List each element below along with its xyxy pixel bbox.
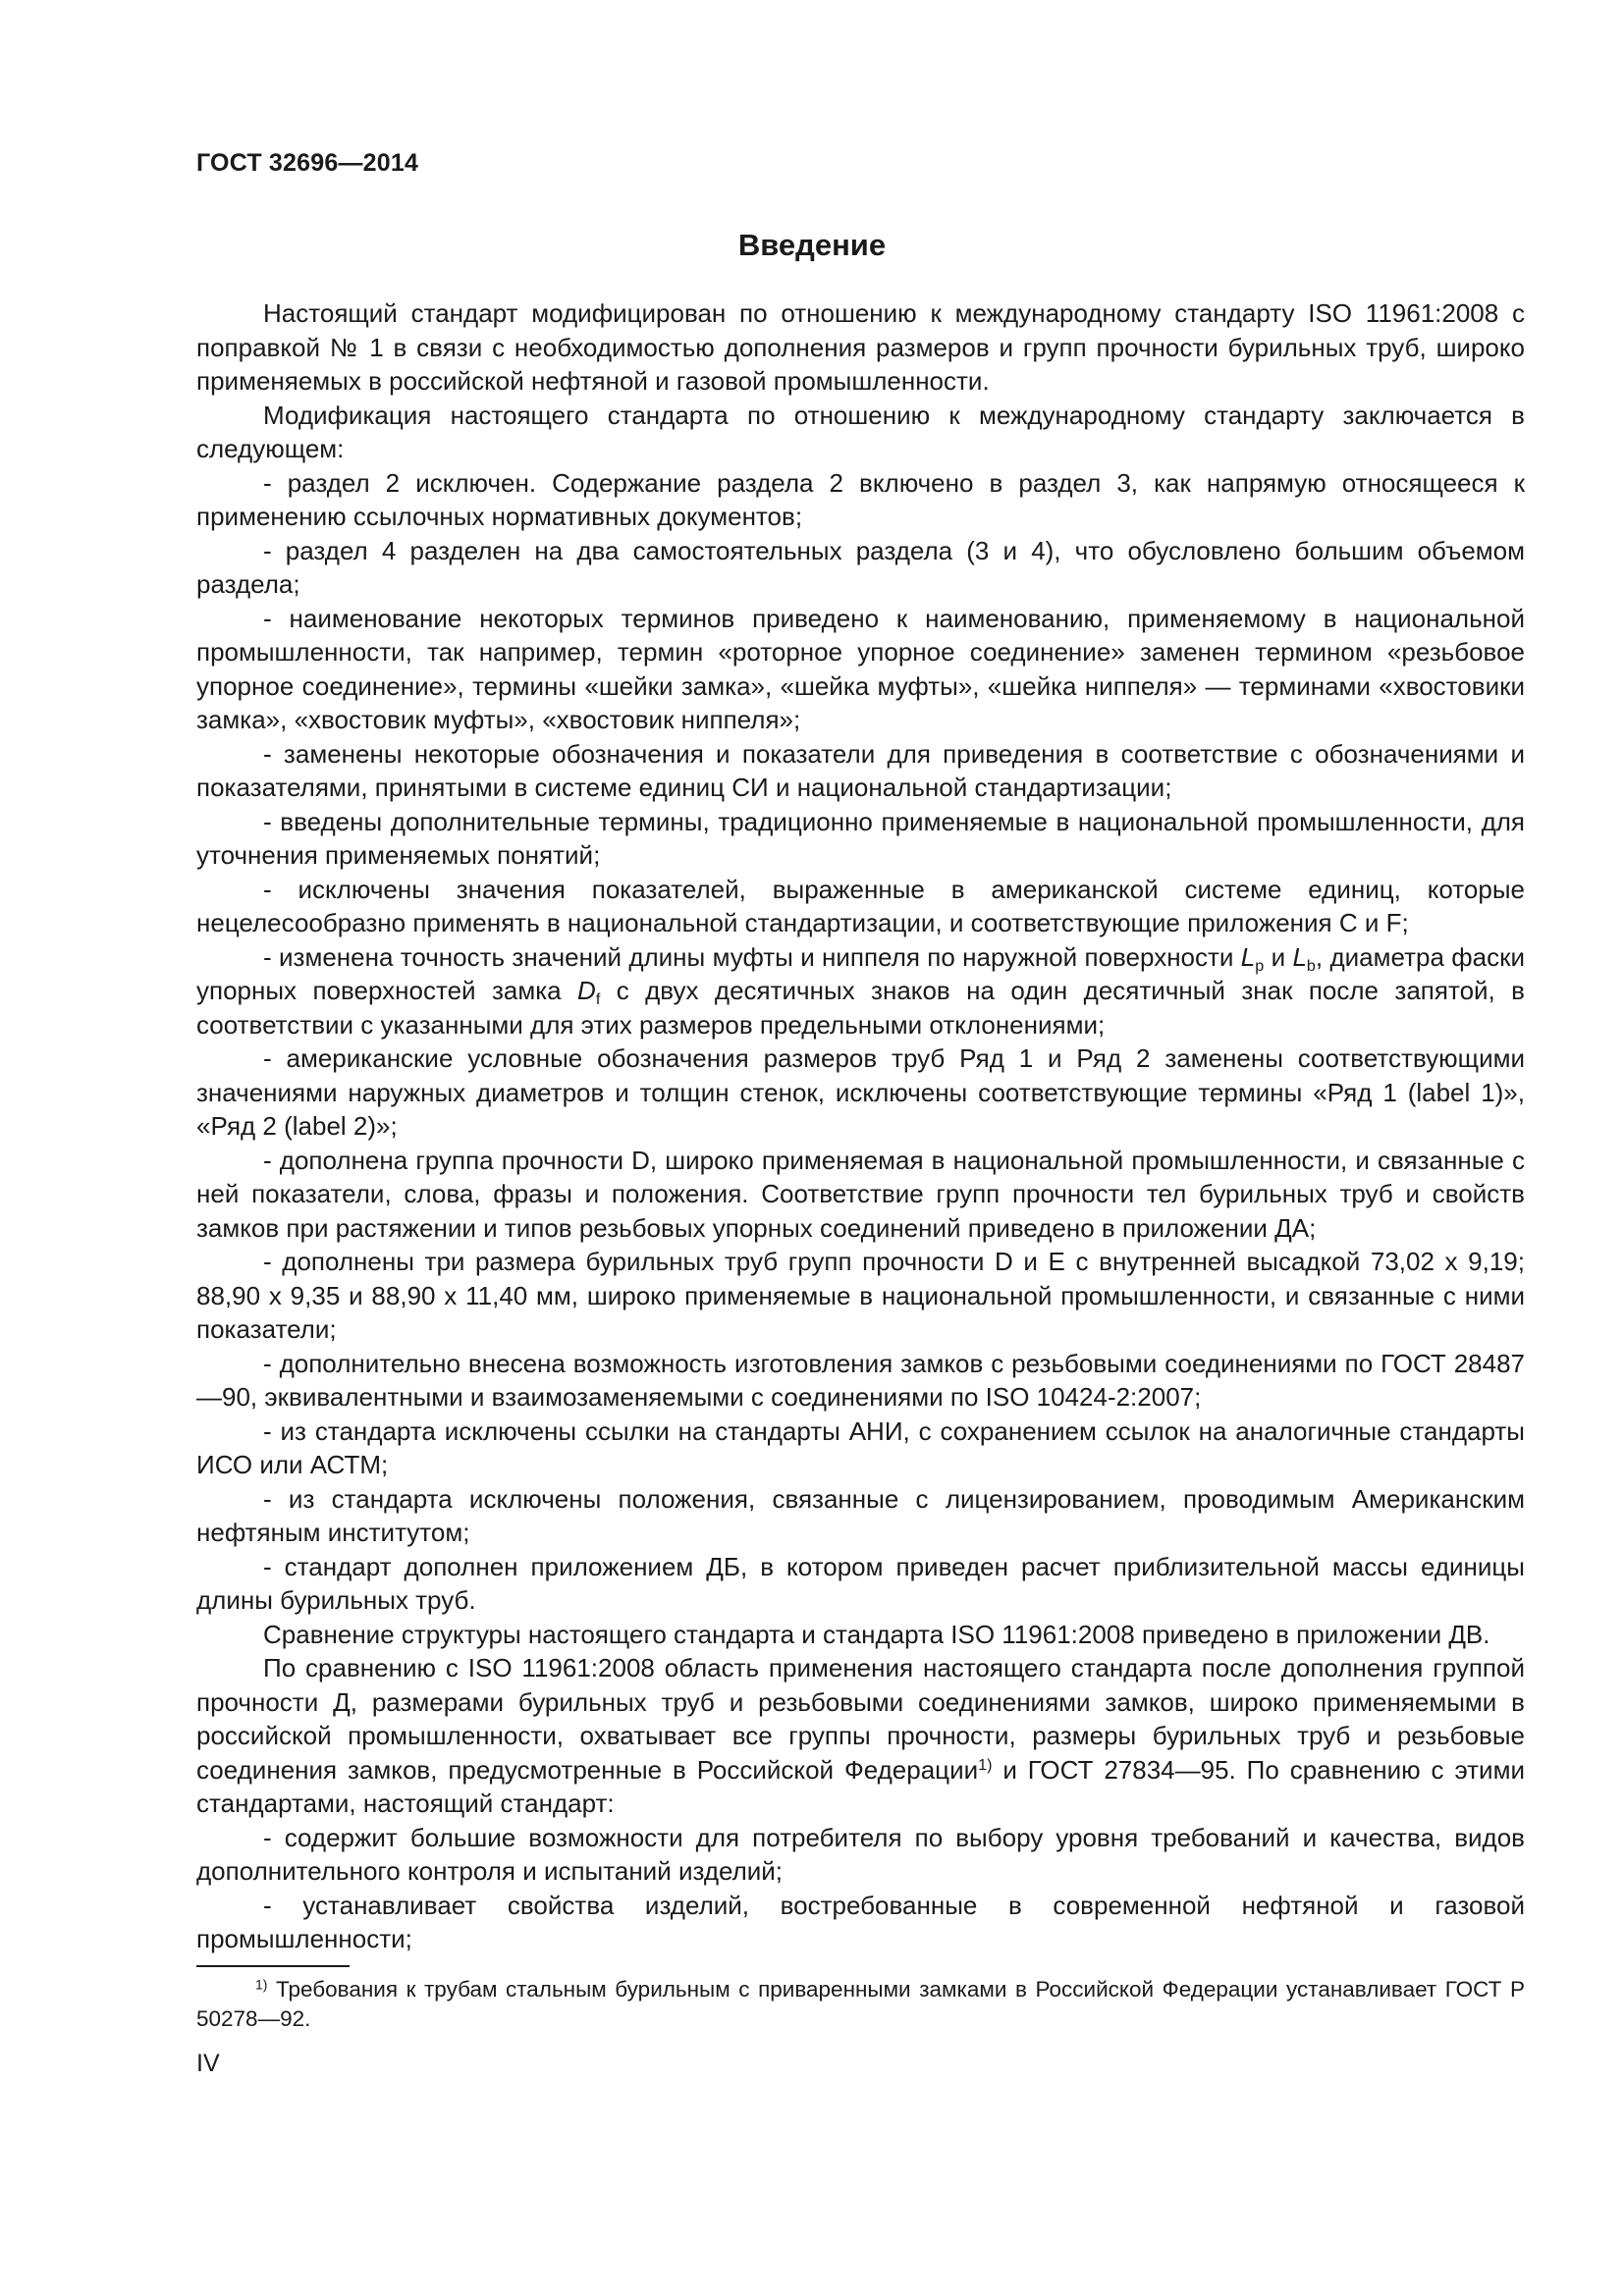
list-item: - стандарт дополнен приложением ДБ, в котором приведен расчет приблизительной массы единицы длины бурильных труб. (196, 1551, 1525, 1615)
list-item: - исключены значения показателей, выраженные в американской системе единиц, которые нецелесообразно применять в национальной стандартизации, и соответствующие приложения С и F; (196, 874, 1525, 937)
lengths-text-middle: , диаметра фаски упорных поверхностей замка (196, 941, 1525, 1005)
scope-text-end: и ГОСТ 27834—95. По сравнению с этими стандартами, настоящий стандарт: (196, 1754, 1525, 1818)
scope-text: По сравнению с ISO 11961:2008 область применения настоящего стандарта после дополнения группой прочности Д, размерами бурильных труб и резьбовыми соединениями замков, широко применяемыми в российской промышленности, охватывает все группы прочности, размеры бурильных труб и резьбовые соединения замков, предусмотренные в Российской Федерации (196, 1653, 1525, 1785)
symbol-l: L (1292, 941, 1307, 972)
list-item: - из стандарта исключены ссылки на стандарты АНИ, с сохранением ссылок на аналогичные стандарты ИСО или АСТМ; (196, 1415, 1525, 1479)
subscript-p: p (1255, 956, 1265, 975)
symbol-l: L (1240, 941, 1256, 972)
paragraph-modification: Модификация настоящего стандарта по отношению к международному стандарту заключается в следующем: (196, 400, 1525, 463)
document-header: ГОСТ 32696—2014 (196, 149, 419, 177)
list-item: - раздел 4 разделен на два самостоятельных раздела (3 и 4), что обусловлено большим объемом раздела; (196, 535, 1525, 599)
list-item: - дополнена группа прочности D, широко применяемая в национальной промышленности, и связанные с ней показатели, слова, фразы и положения. Соответствие групп прочности тел бурильных труб и свойств замков при растяжении и типов резьбовых упорных соединений приведено в приложении ДА; (196, 1145, 1525, 1243)
footnote-marker: 1) (255, 1976, 268, 1993)
subscript-b: b (1306, 956, 1316, 975)
list-item: - устанавливает свойства изделий, востребованные в современной нефтяной и газовой промышленности; (196, 1890, 1525, 1953)
paragraph-scope (196, 1651, 1525, 1821)
list-item: - дополнены три размера бурильных труб групп прочности D и E с внутренней высадкой 73,02 х 9,19; 88,90 х 9,35 и 88,90 х 11,40 мм, широко применяемые в национальной промышленности, и связанные с ними показатели; (196, 1247, 1525, 1344)
list-item: - раздел 2 исключен. Содержание раздела 2 включено в раздел 3, как напрямую относящееся к применению ссылочных нормативных документов; (196, 467, 1525, 531)
paragraph-comparison: Сравнение структуры настоящего стандарта и стандарта ISO 11961:2008 приведено в приложении ДВ. (263, 1619, 1490, 1649)
lengths-text-end: с двух десятичных знаков на один десятичный знак после запятой, в соответствии с указанными для этих размеров предельными отклонениями; (196, 976, 1525, 1040)
list-item-lengths (196, 940, 1525, 1042)
list-item: - заменены некоторые обозначения и показатели для приведения в соответствие с обозначениями и показателями, принятыми в системе единиц СИ и национальной стандартизации; (196, 738, 1525, 802)
footnote-text: Требования к трубам стальным бурильным с приваренными замками в Российской Федерации устанавливает ГОСТ Р 50278—92. (196, 1977, 1525, 2031)
subscript-f: f (595, 989, 601, 1008)
list-item: - введены дополнительные термины, традиционно применяемые в национальной промышленности, для уточнения применяемых понятий; (196, 806, 1525, 870)
conjunction-and: и (1271, 941, 1286, 972)
list-item: - американские условные обозначения размеров труб Ряд 1 и Ряд 2 заменены соответствующими значениями наружных диаметров и толщин стенок, исключены соответствующие термины «Ряд 1 (label 1)», «Ряд 2 (label 2)»; (196, 1043, 1525, 1141)
page-number: IV (196, 2050, 220, 2077)
list-item: - дополнительно внесена возможность изготовления замков с резьбовыми соединениями по ГОСТ 28487—90, эквивалентными и взаимозаменяемыми с соединениями по ISO 10424-2:2007; (196, 1348, 1525, 1412)
list-item: - содержит большие возможности для потребителя по выбору уровня требований и качества, видов дополнительного контроля и испытаний изделий; (196, 1822, 1525, 1886)
intro-body (196, 296, 1525, 1956)
section-title: Введение (737, 228, 887, 262)
lengths-text-start: - изменена точность значений длины муфты и ниппеля по наружной поверхности (263, 941, 1234, 972)
symbol-d: D (577, 976, 596, 1005)
list-item: - из стандарта исключены положения, связанные с лицензированием, проводимым Американским нефтяным институтом; (196, 1483, 1525, 1547)
footnote-reference: 1) (978, 1755, 993, 1774)
paragraph-intro: Настоящий стандарт модифицирован по отношению к международному стандарту ISO 11961:2008 с поправкой № 1 в связи с необходимостью дополнения размеров и групп прочности бурильных труб, широко применяемых в российской нефтяной и газовой промышленности. (196, 298, 1525, 396)
footnote-divider (196, 1965, 350, 1967)
list-item: - наименование некоторых терминов приведено к наименованию, применяемому в национальной промышленности, так например, термин «роторное упорное соединение» заменен термином «резьбовое упорное соединение», термины «шейки замка», «шейка муфты», «шейка ниппеля» — терминами «хвостовики замка», «хвостовик муфты», «хвостовик ниппеля»; (196, 603, 1525, 734)
footnote (196, 1975, 1525, 2034)
